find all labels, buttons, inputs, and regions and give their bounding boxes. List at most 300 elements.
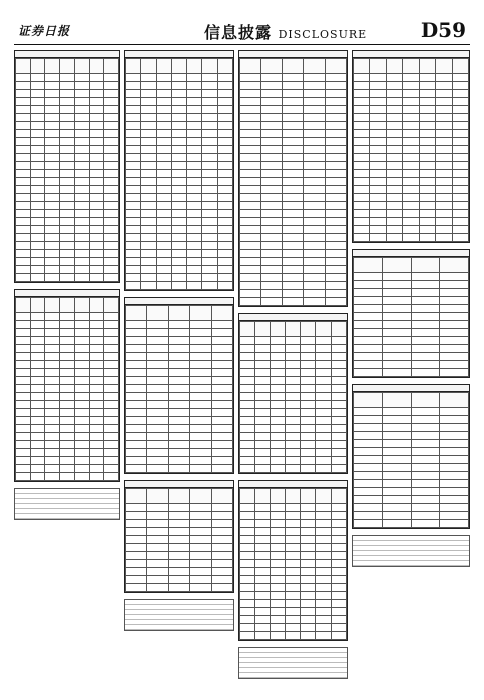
table-cell bbox=[16, 337, 31, 345]
table-cell bbox=[190, 385, 211, 393]
table-row bbox=[126, 369, 233, 377]
table-cell bbox=[354, 281, 383, 289]
table-cell bbox=[147, 576, 168, 584]
table-cell bbox=[386, 138, 402, 146]
table-cell bbox=[16, 449, 31, 457]
table-cell bbox=[240, 337, 255, 345]
table-cell bbox=[168, 425, 189, 433]
table-cell bbox=[60, 122, 75, 130]
table-cell bbox=[370, 90, 386, 98]
table-cell bbox=[240, 552, 255, 560]
table-cell bbox=[240, 528, 255, 536]
table-cell bbox=[304, 154, 325, 162]
table-cell bbox=[240, 218, 261, 226]
table-cell bbox=[240, 266, 261, 274]
table-caption bbox=[353, 385, 469, 392]
table-cell bbox=[301, 322, 316, 337]
table-cell bbox=[16, 369, 31, 377]
table-cell bbox=[45, 250, 60, 258]
table-cell bbox=[104, 226, 119, 234]
table-cell bbox=[190, 576, 211, 584]
table-cell bbox=[60, 210, 75, 218]
table-cell bbox=[285, 489, 300, 504]
table-cell bbox=[282, 178, 303, 186]
table-cell bbox=[386, 154, 402, 162]
table-cell bbox=[187, 242, 202, 250]
table-cell bbox=[436, 154, 452, 162]
table-cell bbox=[316, 369, 331, 377]
table-cell bbox=[354, 313, 383, 321]
table-cell bbox=[30, 417, 45, 425]
table-row bbox=[16, 130, 119, 138]
table-cell bbox=[301, 616, 316, 624]
table-cell bbox=[301, 457, 316, 465]
table-cell bbox=[261, 98, 282, 106]
table-row bbox=[240, 202, 347, 210]
table-cell bbox=[419, 138, 435, 146]
table-cell bbox=[16, 473, 31, 481]
table-cell bbox=[255, 401, 270, 409]
table-cell bbox=[382, 353, 411, 361]
table-cell bbox=[452, 178, 468, 186]
column-2 bbox=[124, 50, 234, 688]
table-cell bbox=[282, 114, 303, 122]
table-cell bbox=[45, 457, 60, 465]
table-cell bbox=[168, 512, 189, 520]
table-cell bbox=[240, 170, 261, 178]
table-cell bbox=[187, 186, 202, 194]
table-cell bbox=[147, 425, 168, 433]
table-cell bbox=[440, 512, 469, 520]
table-row bbox=[240, 59, 347, 74]
table-cell bbox=[240, 465, 255, 473]
table-row bbox=[16, 417, 119, 425]
table-cell bbox=[217, 90, 232, 98]
disclosure-table-block bbox=[238, 50, 348, 307]
table-cell bbox=[74, 441, 89, 449]
table-cell bbox=[126, 178, 141, 186]
table-row bbox=[16, 353, 119, 361]
table-cell bbox=[74, 218, 89, 226]
table-cell bbox=[382, 361, 411, 369]
table-cell bbox=[104, 361, 119, 369]
table-cell bbox=[354, 106, 370, 114]
table-cell bbox=[304, 202, 325, 210]
table-cell bbox=[168, 544, 189, 552]
table-cell bbox=[156, 82, 171, 90]
table-cell bbox=[240, 536, 255, 544]
table-cell bbox=[60, 82, 75, 90]
table-cell bbox=[382, 448, 411, 456]
table-cell bbox=[304, 250, 325, 258]
table-cell bbox=[89, 82, 104, 90]
table-row bbox=[354, 114, 469, 122]
table-row bbox=[240, 154, 347, 162]
table-cell bbox=[74, 353, 89, 361]
table-cell bbox=[316, 393, 331, 401]
table-cell bbox=[30, 457, 45, 465]
table-cell bbox=[171, 234, 186, 242]
table-row bbox=[126, 59, 233, 74]
table-cell bbox=[168, 417, 189, 425]
table-cell bbox=[325, 82, 346, 90]
table-cell bbox=[354, 361, 383, 369]
table-cell bbox=[190, 504, 211, 512]
table-cell bbox=[411, 424, 440, 432]
table-cell bbox=[45, 234, 60, 242]
table-cell bbox=[325, 274, 346, 282]
table-cell bbox=[45, 313, 60, 321]
table-cell bbox=[126, 154, 141, 162]
table-cell bbox=[104, 337, 119, 345]
table-cell bbox=[282, 146, 303, 154]
table-cell bbox=[240, 226, 261, 234]
table-row bbox=[16, 313, 119, 321]
table-cell bbox=[382, 273, 411, 281]
table-cell bbox=[202, 59, 217, 74]
table-cell bbox=[141, 74, 156, 82]
table-cell bbox=[60, 242, 75, 250]
table-cell bbox=[301, 401, 316, 409]
table-row bbox=[16, 457, 119, 465]
table-cell bbox=[45, 106, 60, 114]
table-cell bbox=[104, 369, 119, 377]
table-cell bbox=[301, 520, 316, 528]
table-cell bbox=[190, 329, 211, 337]
table-cell bbox=[141, 130, 156, 138]
table-row bbox=[240, 361, 347, 369]
table-cell bbox=[89, 250, 104, 258]
table-cell bbox=[74, 106, 89, 114]
table-cell bbox=[452, 114, 468, 122]
table-row bbox=[16, 122, 119, 130]
table-cell bbox=[285, 616, 300, 624]
table-cell bbox=[331, 536, 346, 544]
table-cell bbox=[89, 457, 104, 465]
table-cell bbox=[411, 504, 440, 512]
table-row bbox=[240, 194, 347, 202]
table-cell bbox=[168, 504, 189, 512]
table-row bbox=[16, 361, 119, 369]
table-cell bbox=[45, 385, 60, 393]
notes-block bbox=[352, 535, 470, 567]
table-cell bbox=[74, 59, 89, 74]
table-row bbox=[354, 393, 469, 408]
table-cell bbox=[156, 106, 171, 114]
table-cell bbox=[89, 154, 104, 162]
table-cell bbox=[316, 632, 331, 640]
table-cell bbox=[240, 401, 255, 409]
table-cell bbox=[126, 59, 141, 74]
table-row bbox=[240, 106, 347, 114]
table-cell bbox=[202, 274, 217, 282]
table-cell bbox=[301, 600, 316, 608]
table-cell bbox=[190, 417, 211, 425]
table-cell bbox=[126, 433, 147, 441]
table-row bbox=[126, 489, 233, 504]
table-row bbox=[240, 337, 347, 345]
table-cell bbox=[240, 377, 255, 385]
table-cell bbox=[411, 273, 440, 281]
table-row bbox=[354, 496, 469, 504]
table-cell bbox=[325, 218, 346, 226]
table-cell bbox=[16, 202, 31, 210]
table-cell bbox=[411, 480, 440, 488]
table-cell bbox=[354, 59, 370, 74]
table-cell bbox=[168, 528, 189, 536]
table-cell bbox=[156, 59, 171, 74]
table-cell bbox=[419, 170, 435, 178]
table-cell bbox=[240, 512, 255, 520]
table-cell bbox=[211, 449, 232, 457]
table-cell bbox=[240, 393, 255, 401]
table-cell bbox=[171, 282, 186, 290]
table-cell bbox=[156, 282, 171, 290]
table-row bbox=[16, 345, 119, 353]
table-cell bbox=[301, 449, 316, 457]
table-row bbox=[240, 82, 347, 90]
table-cell bbox=[104, 162, 119, 170]
table-cell bbox=[240, 162, 261, 170]
table-cell bbox=[141, 234, 156, 242]
table-cell bbox=[382, 369, 411, 377]
table-cell bbox=[240, 417, 255, 425]
table-row bbox=[126, 218, 233, 226]
table-cell bbox=[171, 274, 186, 282]
table-cell bbox=[45, 274, 60, 282]
table-row bbox=[354, 321, 469, 329]
table-cell bbox=[285, 441, 300, 449]
table-cell bbox=[30, 441, 45, 449]
table-row bbox=[240, 417, 347, 425]
table-cell bbox=[240, 210, 261, 218]
table-cell bbox=[331, 584, 346, 592]
table-cell bbox=[187, 138, 202, 146]
table-cell bbox=[382, 488, 411, 496]
table-cell bbox=[141, 98, 156, 106]
table-row bbox=[240, 504, 347, 512]
table-cell bbox=[217, 74, 232, 82]
table-cell bbox=[440, 393, 469, 408]
table-cell bbox=[452, 138, 468, 146]
table-cell bbox=[104, 138, 119, 146]
table-cell bbox=[126, 250, 141, 258]
table-cell bbox=[316, 337, 331, 345]
table-cell bbox=[452, 130, 468, 138]
table-cell bbox=[211, 560, 232, 568]
table-row bbox=[126, 282, 233, 290]
table-cell bbox=[436, 106, 452, 114]
table-cell bbox=[331, 377, 346, 385]
table-cell bbox=[74, 321, 89, 329]
table-cell bbox=[282, 210, 303, 218]
table-cell bbox=[30, 298, 45, 313]
table-row bbox=[126, 433, 233, 441]
table-cell bbox=[16, 170, 31, 178]
table-cell bbox=[16, 385, 31, 393]
table-cell bbox=[190, 401, 211, 409]
table-cell bbox=[104, 106, 119, 114]
table-cell bbox=[301, 433, 316, 441]
table-cell bbox=[89, 98, 104, 106]
table-cell bbox=[211, 552, 232, 560]
table-cell bbox=[403, 146, 419, 154]
table-cell bbox=[104, 457, 119, 465]
table-cell bbox=[187, 274, 202, 282]
table-cell bbox=[370, 154, 386, 162]
table-cell bbox=[45, 417, 60, 425]
table-cell bbox=[156, 114, 171, 122]
disclosure-table-block bbox=[238, 313, 348, 474]
table-cell bbox=[282, 266, 303, 274]
table-row bbox=[240, 258, 347, 266]
table-row bbox=[240, 322, 347, 337]
table-cell bbox=[45, 82, 60, 90]
table-cell bbox=[74, 409, 89, 417]
table-cell bbox=[403, 170, 419, 178]
table-cell bbox=[187, 98, 202, 106]
table-row bbox=[16, 258, 119, 266]
table-cell bbox=[74, 130, 89, 138]
table-cell bbox=[382, 440, 411, 448]
table-cell bbox=[285, 528, 300, 536]
table-cell bbox=[270, 401, 285, 409]
table-cell bbox=[325, 298, 346, 306]
table-cell bbox=[60, 465, 75, 473]
table-cell bbox=[285, 345, 300, 353]
table-cell bbox=[168, 361, 189, 369]
table-cell bbox=[126, 449, 147, 457]
table-cell bbox=[440, 305, 469, 313]
table-cell bbox=[141, 242, 156, 250]
table-cell bbox=[354, 488, 383, 496]
table-cell bbox=[171, 74, 186, 82]
table-row bbox=[240, 234, 347, 242]
table-cell bbox=[452, 226, 468, 234]
table-cell bbox=[104, 98, 119, 106]
table-cell bbox=[270, 353, 285, 361]
table-cell bbox=[240, 353, 255, 361]
table-cell bbox=[285, 449, 300, 457]
table-cell bbox=[147, 361, 168, 369]
table-cell bbox=[354, 472, 383, 480]
table-cell bbox=[89, 298, 104, 313]
table-cell bbox=[45, 298, 60, 313]
table-cell bbox=[270, 536, 285, 544]
table-cell bbox=[156, 210, 171, 218]
table-cell bbox=[156, 250, 171, 258]
table-cell bbox=[104, 178, 119, 186]
table-cell bbox=[147, 584, 168, 592]
table-cell bbox=[285, 377, 300, 385]
table-cell bbox=[304, 122, 325, 130]
table-cell bbox=[270, 600, 285, 608]
table-cell bbox=[316, 489, 331, 504]
table-cell bbox=[187, 202, 202, 210]
table-cell bbox=[89, 59, 104, 74]
table-cell bbox=[190, 425, 211, 433]
table-cell bbox=[126, 106, 141, 114]
table-cell bbox=[452, 186, 468, 194]
table-row bbox=[126, 74, 233, 82]
table-cell bbox=[126, 306, 147, 321]
table-cell bbox=[16, 186, 31, 194]
table-cell bbox=[89, 210, 104, 218]
table-cell bbox=[285, 457, 300, 465]
notes-line bbox=[353, 561, 469, 566]
table-cell bbox=[60, 449, 75, 457]
table-cell bbox=[255, 465, 270, 473]
table-row bbox=[16, 425, 119, 433]
table-cell bbox=[141, 282, 156, 290]
table-cell bbox=[370, 138, 386, 146]
table-row bbox=[126, 385, 233, 393]
table-row bbox=[240, 608, 347, 616]
table-cell bbox=[316, 528, 331, 536]
table-cell bbox=[440, 456, 469, 464]
table-cell bbox=[74, 114, 89, 122]
table-cell bbox=[285, 600, 300, 608]
table-cell bbox=[301, 489, 316, 504]
table-cell bbox=[168, 385, 189, 393]
table-cell bbox=[126, 489, 147, 504]
table-row bbox=[126, 584, 233, 592]
table-cell bbox=[382, 329, 411, 337]
table-cell bbox=[16, 329, 31, 337]
table-cell bbox=[255, 560, 270, 568]
table-cell bbox=[386, 234, 402, 242]
table-cell bbox=[126, 202, 141, 210]
table-cell bbox=[168, 520, 189, 528]
table-cell bbox=[187, 178, 202, 186]
table-cell bbox=[190, 512, 211, 520]
table-cell bbox=[147, 409, 168, 417]
table-row bbox=[240, 74, 347, 82]
table-cell bbox=[187, 194, 202, 202]
table-row bbox=[16, 138, 119, 146]
table-cell bbox=[411, 313, 440, 321]
table-cell bbox=[156, 266, 171, 274]
table-cell bbox=[168, 409, 189, 417]
table-cell bbox=[240, 504, 255, 512]
table-row bbox=[16, 218, 119, 226]
table-cell bbox=[370, 146, 386, 154]
table-cell bbox=[202, 82, 217, 90]
table-cell bbox=[240, 433, 255, 441]
table-cell bbox=[126, 170, 141, 178]
table-row bbox=[16, 202, 119, 210]
table-cell bbox=[156, 178, 171, 186]
notes-line bbox=[15, 514, 119, 519]
table-cell bbox=[30, 202, 45, 210]
table-cell bbox=[202, 90, 217, 98]
table-cell bbox=[255, 417, 270, 425]
table-cell bbox=[168, 441, 189, 449]
table-cell bbox=[30, 82, 45, 90]
table-cell bbox=[382, 258, 411, 273]
table-cell bbox=[171, 90, 186, 98]
table-cell bbox=[354, 234, 370, 242]
table-cell bbox=[168, 345, 189, 353]
table-cell bbox=[452, 154, 468, 162]
table-cell bbox=[270, 616, 285, 624]
table-row bbox=[16, 178, 119, 186]
table-row bbox=[354, 146, 469, 154]
table-cell bbox=[436, 130, 452, 138]
table-row bbox=[16, 393, 119, 401]
table-cell bbox=[240, 584, 255, 592]
disclosure-table bbox=[353, 257, 469, 377]
